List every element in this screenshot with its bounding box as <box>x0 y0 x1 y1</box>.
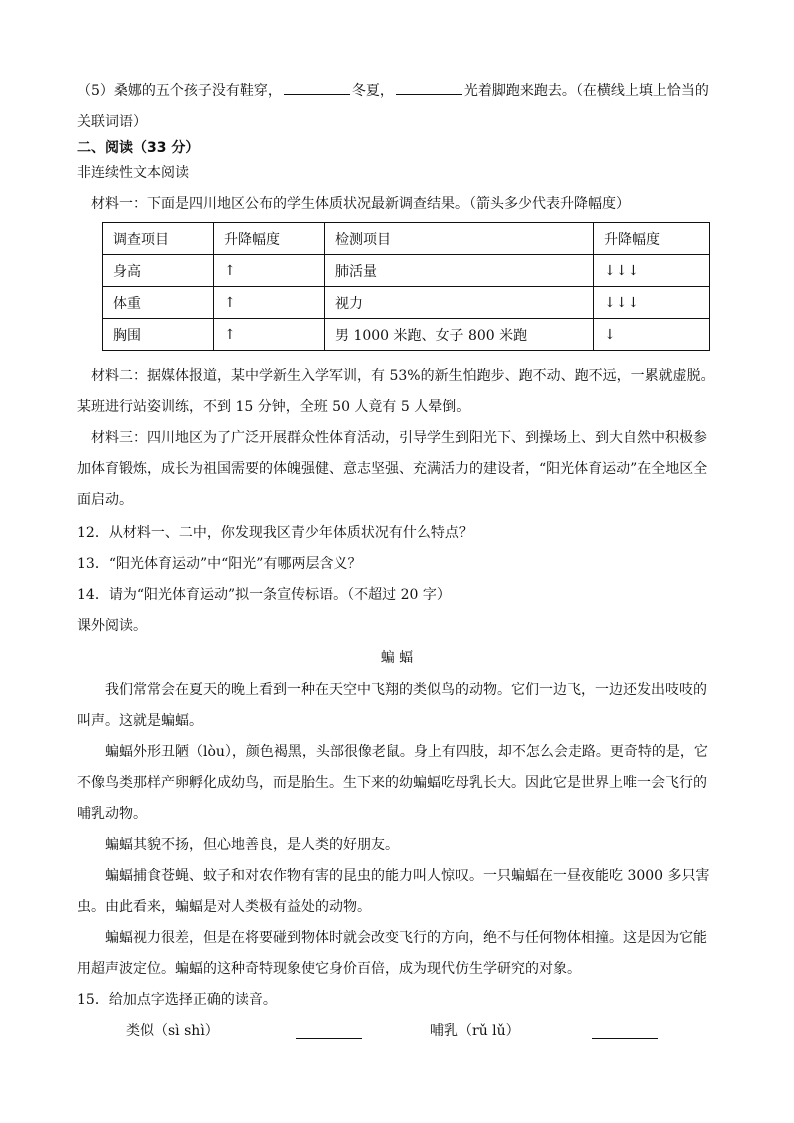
table-cell: 男 1000 米跑、女子 800 米跑 <box>325 319 594 351</box>
material2-line1: 材料二：据媒体报道，某中学新生入学军训，有 53%的新生怕跑步、跑不动、跑不远，一累就虚脱。 <box>91 368 715 384</box>
table-header-cell: 检测项目 <box>325 223 594 255</box>
article-p2-line3: 哺乳动物。 <box>77 806 147 822</box>
fitness-table <box>102 222 710 351</box>
table-row <box>103 287 710 319</box>
table-cell: ↓↓↓ <box>594 255 710 287</box>
article-p4-line2: 虫。由此看来，蝙蝠是对人类极有益处的动物。 <box>77 899 371 915</box>
table-row <box>103 255 710 287</box>
article-p4-line1: 蝙蝠捕食苍蝇、蚊子和对农作物有害的昆虫的能力叫人惊叹。一只蝙蝠在一昼夜能吃 3000 多只害 <box>105 868 710 884</box>
table-header-row <box>103 223 710 255</box>
question-15: 15．给加点字选择正确的读音。 <box>77 992 277 1008</box>
section-subtitle: 非连续性文本阅读 <box>77 165 189 181</box>
material3-line1: 材料三：四川地区为了广泛开展群众性体育活动，引导学生到阳光下、到操场上、到大自然中积极参 <box>91 430 707 446</box>
table-cell: ↑ <box>214 319 325 351</box>
material3-line2: 加体育锻炼，成长为祖国需要的体魄强健、意志坚强、充满活力的建设者，“阳光体育运动”在全地区全 <box>77 461 708 477</box>
table-header-cell: 调查项目 <box>103 223 214 255</box>
table-cell: 身高 <box>103 255 214 287</box>
q15-answer-blank-1[interactable] <box>296 1038 362 1039</box>
table-cell: 肺活量 <box>325 255 594 287</box>
table-header-cell: 升降幅度 <box>214 223 325 255</box>
material1-intro: 材料一：下面是四川地区公布的学生体质状况最新调查结果。（箭头多少代表升降幅度） <box>91 196 630 212</box>
material2-line2: 某班进行站姿训练，不到 15 分钟，全班 50 人竟有 5 人晕倒。 <box>77 399 471 415</box>
q5-text-3: 光着脚跑来跑去。（在横线上填上恰当的 <box>463 83 709 99</box>
table-row <box>103 319 710 351</box>
table-header-cell: 升降幅度 <box>594 223 710 255</box>
article-p3: 蝙蝠其貌不扬，但心地善良，是人类的好朋友。 <box>105 837 399 853</box>
table-cell: ↑ <box>214 255 325 287</box>
table-cell: 体重 <box>103 287 214 319</box>
material3-line3: 面启动。 <box>77 492 133 508</box>
section-title: 二、阅读（33 分） <box>77 140 200 156</box>
article-p5-line1: 蝙蝠视力很差，但是在将要碰到物体时就会改变飞行的方向，绝不与任何物体相撞。这是因为它能 <box>105 930 707 946</box>
q15-item1: 类似（sì shì） <box>126 1023 219 1039</box>
q15-item2: 哺乳（rǔ lǔ） <box>430 1023 520 1039</box>
question-12: 12．从材料一、二中，你发现我区青少年体质状况有什么特点？ <box>77 525 473 541</box>
q15-answer-blank-2[interactable] <box>592 1038 658 1039</box>
q5-line1 <box>77 80 743 101</box>
q5-line2: 关联词语） <box>77 114 147 130</box>
article-p1-line2: 叫声。这就是蝙蝠。 <box>77 713 203 729</box>
table-cell: ↓ <box>594 319 710 351</box>
article-p5-line2: 用超声波定位。蝙蝠的这种奇特现象使它身价百倍，成为现代仿生学研究的对象。 <box>77 961 581 977</box>
table-cell: 胸围 <box>103 319 214 351</box>
table-cell: 视力 <box>325 287 594 319</box>
question-14: 14．请为“阳光体育运动”拟一条宣传标语。（不超过 20 字） <box>77 587 451 603</box>
table-cell: ↑ <box>214 287 325 319</box>
q5-blank-2[interactable] <box>396 80 462 95</box>
q5-text-1: （5）桑娜的五个孩子没有鞋穿， <box>77 83 282 99</box>
q5-text-2: 冬夏， <box>351 83 394 99</box>
article-p1-line1: 我们常常会在夏天的晚上看到一种在天空中飞翔的类似鸟的动物。它们一边飞，一边还发出吱吱的 <box>105 682 707 698</box>
article-p2-line1: 蝙蝠外形丑陋（lòu），颜色褐黑，头部很像老鼠。身上有四肢，却不怎么会走路。更奇特的是，它 <box>105 744 708 760</box>
question-13: 13．“阳光体育运动”中“阳光”有哪两层含义？ <box>77 556 362 572</box>
article-title: 蝙 蝠 <box>380 650 414 666</box>
q5-blank-1[interactable] <box>284 80 350 95</box>
table-cell: ↓↓↓ <box>594 287 710 319</box>
extra-reading-label: 课外阅读。 <box>77 618 147 634</box>
article-p2-line2: 不像鸟类那样产卵孵化成幼鸟，而是胎生。生下来的幼蝙蝠吃母乳长大。因此它是世界上唯一会飞行的 <box>77 775 707 791</box>
